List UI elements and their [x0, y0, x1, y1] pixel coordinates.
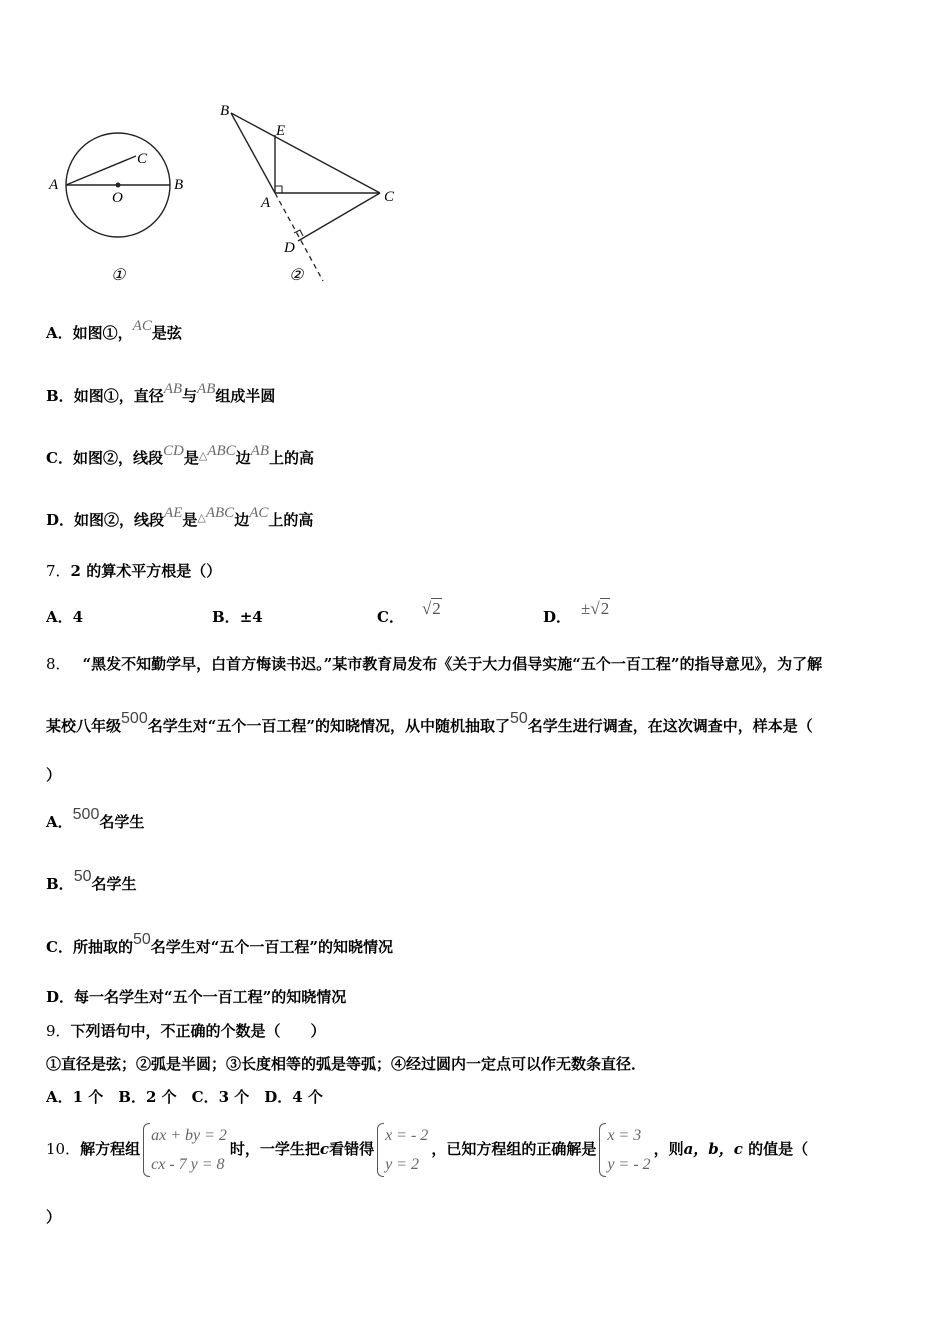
label-e: E [276, 123, 286, 139]
q10-question: 10．解方程组 ax + by = 2 cx - 7 y = 8 时，一学生把c看错得 x = - 2 y = 2 ，已知方程组的正确解是 x = 3 y = - 2 ，则a，b，c 的值是（ [46, 1120, 808, 1179]
figure-triangle [210, 95, 410, 290]
sqrt-2: √2 [421, 599, 441, 618]
q6-option-d[interactable]: D．如图②，线段AE是△ABC边AC上的高 [46, 505, 314, 529]
q6-option-c[interactable]: C．如图②，线段CD是△ABC边AB上的高 [46, 443, 314, 467]
q7-option-d[interactable]: D． ±√2 [543, 599, 610, 626]
center-dot [116, 183, 121, 188]
q7-option-a[interactable]: A．4 [46, 608, 84, 626]
label-a: A [49, 177, 59, 193]
correct-solution-system: x = 3 y = - 2 [599, 1121, 650, 1179]
equation-system-1: ax + by = 2 cx - 7 y = 8 [143, 1121, 227, 1179]
figure-caption-1: ① [111, 267, 126, 284]
q7-option-b[interactable]: B．±4 [212, 608, 263, 626]
q8-option-d[interactable]: D．每一名学生对“五个一百工程”的知晓情况 [46, 988, 347, 1006]
q6-option-a[interactable]: A．如图①，AC是弦 [46, 318, 182, 342]
label-a: A [261, 195, 271, 211]
figure-caption-2: ② [289, 267, 304, 284]
label-b: B [220, 103, 230, 119]
q8-line-2: 某校八年级500名学生对“五个一百工程”的知晓情况，从中随机抽取了50名学生进行调查，在这次调查中，样本是（ [46, 710, 813, 735]
label-c: C [137, 151, 148, 167]
wrong-solution-system: x = - 2 y = 2 [377, 1121, 428, 1179]
q9-options[interactable]: A．1 个 B．2 个 C．3 个 D．4 个 [46, 1088, 323, 1106]
q8-option-b[interactable]: B．50名学生 [46, 868, 137, 893]
q7-option-c[interactable]: C． √2 [377, 599, 441, 626]
figure-circle [40, 125, 200, 290]
triangle-icon: △ [197, 511, 206, 524]
q6-option-b[interactable]: B．如图①，直径AB与AB组成半圆 [46, 381, 276, 405]
label-b: B [174, 177, 184, 193]
label-o: O [112, 190, 123, 206]
label-c: C [384, 189, 395, 205]
chord-ac [66, 156, 136, 185]
q8-option-c[interactable]: C．所抽取的50名学生对“五个一百工程”的知晓情况 [46, 931, 394, 956]
triangle-icon: △ [198, 449, 208, 462]
q9-statements: ①直径是弦；②弧是半圆；③长度相等的弧是等弧；④经过圆内一定点可以作无数条直径． [46, 1055, 647, 1073]
q9-question: 9．下列语句中，不正确的个数是（ ） [46, 1022, 326, 1040]
q8-option-a[interactable]: A．500名学生 [46, 806, 145, 831]
right-angle-a [275, 186, 282, 193]
q10-line-2: ） [46, 1208, 62, 1226]
segment-cd [298, 193, 380, 241]
q7-question: 7．2 的算术平方根是（） [46, 562, 222, 580]
q8-line-1: 8． “黑发不知勤学早，白首方悔读书迟。”某市教育局发布《关于大力倡导实施“五个一百工程”的指导意见》，为了解 [46, 655, 823, 673]
label-d: D [284, 240, 295, 256]
plus-minus-sqrt-2: ±√2 [581, 599, 610, 618]
q8-line-3: ） [46, 766, 62, 784]
